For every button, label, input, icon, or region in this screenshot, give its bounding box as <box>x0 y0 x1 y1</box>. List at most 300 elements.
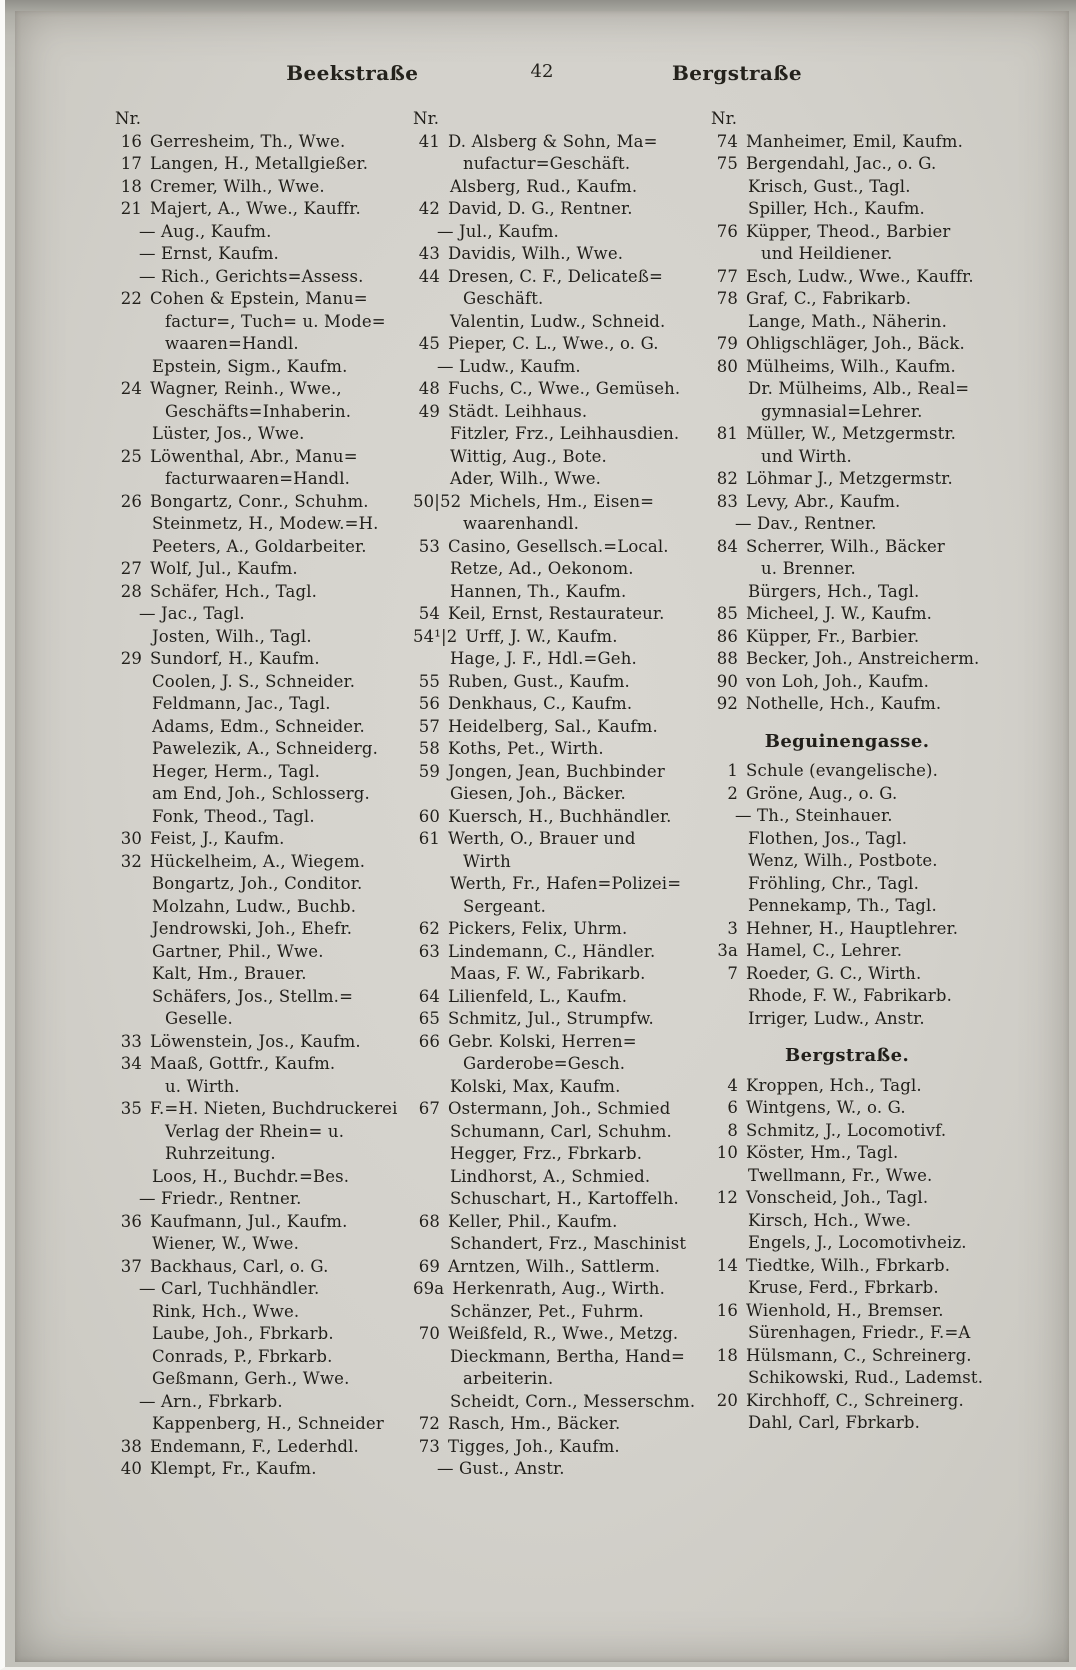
entry-text: Werth, O., Brauer und <box>448 829 636 848</box>
directory-entry <box>115 1053 395 1076</box>
directory-entry <box>413 761 693 784</box>
directory-entry <box>711 940 983 963</box>
house-number: 90 <box>716 671 738 691</box>
entry-text: Schmitz, J., Locomotivf. <box>746 1120 947 1140</box>
directory-column-2 <box>413 108 696 1481</box>
entry-text: Köster, Hm., Tagl. <box>746 1143 899 1162</box>
directory-line: — Ludw., Kaufm. <box>437 356 581 376</box>
entry-text: Denkhaus, C., Kaufm. <box>448 694 633 713</box>
directory-entry <box>413 626 693 649</box>
directory-line: Feldmann, Jac., Tagl. <box>152 694 331 713</box>
house-number: 86 <box>716 626 738 646</box>
entry-text: Schmitz, Jul., Strumpfw. <box>448 1009 654 1028</box>
directory-entry <box>711 153 983 176</box>
house-number: 37 <box>120 1256 142 1276</box>
directory-entry <box>413 603 693 626</box>
directory-entry <box>711 356 983 379</box>
directory-line: Lange, Math., Näherin. <box>748 311 947 331</box>
entry-text: Hückelheim, A., Wiegem. <box>150 851 366 871</box>
page-header <box>15 61 1069 91</box>
directory-entry <box>711 1255 983 1278</box>
directory-line: Sürenhagen, Friedr., F.=A <box>748 1323 971 1342</box>
house-number: 33 <box>120 1031 142 1051</box>
entry-text: Städt. Leihhaus. <box>448 401 588 421</box>
house-number: 69 <box>418 1256 440 1276</box>
directory-entry <box>413 1098 693 1121</box>
directory-line: Pawelezik, A., Schneiderg. <box>152 739 378 758</box>
directory-entry <box>413 1008 693 1031</box>
directory-line: Wiener, W., Wwe. <box>152 1234 299 1253</box>
directory-line: und Wirth. <box>761 446 852 466</box>
directory-line: facturwaaren=Handl. <box>165 469 351 488</box>
directory-entry <box>413 918 693 941</box>
directory-line: Flothen, Jos., Tagl. <box>748 828 908 848</box>
directory-entry <box>115 198 395 221</box>
directory-entry <box>413 378 693 401</box>
house-number: 4 <box>727 1075 738 1095</box>
house-number: 62 <box>418 919 440 938</box>
directory-line: Ruhrzeitung. <box>165 1144 276 1163</box>
entry-text: Lilienfeld, L., Kaufm. <box>448 986 628 1006</box>
house-number: 18 <box>120 176 142 196</box>
entry-text: Vonscheid, Joh., Tagl. <box>746 1188 929 1207</box>
directory-line: Kirsch, Hch., Wwe. <box>748 1210 912 1230</box>
directory-line: — Jul., Kaufm. <box>437 221 559 241</box>
entry-text: Küpper, Theod., Barbier <box>746 221 951 241</box>
house-number: 54 <box>418 604 440 623</box>
directory-entry <box>413 806 693 829</box>
directory-line: Loos, H., Buchdr.=Bes. <box>152 1166 350 1186</box>
entry-text: Heidelberg, Sal., Kaufm. <box>448 716 658 736</box>
directory-line: Molzahn, Ludw., Buchb. <box>152 896 357 916</box>
entry-text: Nothelle, Hch., Kaufm. <box>746 694 942 713</box>
directory-line: Josten, Wilh., Tagl. <box>152 626 312 646</box>
directory-line: Engels, J., Locomotivheiz. <box>748 1233 967 1252</box>
directory-line: factur=, Tuch= u. Mode= <box>165 311 386 331</box>
directory-line: Gartner, Phil., Wwe. <box>152 941 324 961</box>
directory-entry <box>413 671 693 694</box>
directory-entry <box>711 468 983 491</box>
directory-entry <box>413 716 693 739</box>
house-number: 60 <box>418 806 440 826</box>
entry-text: Roeder, G. C., Wirth. <box>746 963 922 983</box>
entry-text: David, D. G., Rentner. <box>448 199 633 218</box>
entry-text: Ohligschläger, Joh., Bäck. <box>746 334 965 353</box>
directory-entry <box>413 536 693 559</box>
directory-entry <box>711 491 983 514</box>
directory-line: Dr. Mülheims, Alb., Real= <box>748 379 970 398</box>
house-number: 63 <box>418 941 440 961</box>
number-column-label: Nr. <box>115 109 142 128</box>
entry-text: Gebr. Kolski, Herren= <box>448 1031 637 1051</box>
entry-text: Klempt, Fr., Kaufm. <box>150 1459 317 1478</box>
entry-text: Becker, Joh., Anstreicherm. <box>746 649 980 668</box>
house-number: 88 <box>716 649 738 668</box>
house-number: 49 <box>418 401 440 421</box>
entry-text: Lindemann, C., Händler. <box>448 941 656 961</box>
house-number: 35 <box>120 1099 142 1118</box>
directory-entry <box>115 648 395 671</box>
directory-entry <box>115 153 395 176</box>
entry-text: Urff, J. W., Kaufm. <box>465 626 618 646</box>
directory-line: Bongartz, Joh., Conditor. <box>152 874 363 893</box>
directory-entry <box>711 648 983 671</box>
directory-line: waaren=Handl. <box>165 334 299 353</box>
entry-text: Casino, Gesellsch.=Local. <box>448 536 669 556</box>
entry-text: Schäfer, Hch., Tagl. <box>150 581 318 601</box>
house-number: 16 <box>120 131 142 151</box>
house-number: 53 <box>418 536 440 556</box>
entry-text: Pickers, Felix, Uhrm. <box>448 919 628 938</box>
house-number: 8 <box>727 1120 738 1140</box>
directory-line: nufactur=Geschäft. <box>463 154 631 173</box>
directory-entry <box>413 986 693 1009</box>
entry-text: Mülheims, Wilh., Kaufm. <box>746 356 956 376</box>
directory-line: — Friedr., Rentner. <box>139 1189 302 1208</box>
house-number: 50|52 <box>413 491 462 511</box>
directory-line: — Arn., Fbrkarb. <box>139 1391 283 1411</box>
house-number: 61 <box>418 829 440 848</box>
directory-line: Coolen, J. S., Schneider. <box>152 671 356 691</box>
entry-text: Kirchhoff, C., Schreinerg. <box>746 1390 964 1410</box>
house-number: 14 <box>716 1255 738 1275</box>
directory-entry <box>413 693 693 716</box>
house-number: 3 <box>727 918 738 938</box>
directory-line: Werth, Fr., Hafen=Polizei= <box>450 874 682 893</box>
directory-entry <box>413 1278 693 1301</box>
entry-text: Feist, J., Kaufm. <box>150 829 285 848</box>
directory-entry <box>711 783 983 806</box>
directory-entry <box>711 1390 983 1413</box>
directory-line: Conrads, P., Fbrkarb. <box>152 1346 333 1366</box>
directory-entry <box>711 333 983 356</box>
directory-line: Alsberg, Rud., Kaufm. <box>450 176 638 196</box>
entry-text: Maaß, Gottfr., Kaufm. <box>150 1054 336 1073</box>
directory-line: u. Brenner. <box>761 559 856 578</box>
directory-line: Geselle. <box>165 1009 233 1028</box>
directory-line: Verlag der Rhein= u. <box>165 1121 345 1141</box>
directory-entry <box>711 1345 983 1368</box>
entry-text: Wintgens, W., o. G. <box>746 1098 906 1117</box>
directory-line: Kappenberg, H., Schneider <box>152 1414 384 1433</box>
house-number: 70 <box>418 1324 440 1343</box>
directory-column-3 <box>711 108 983 1481</box>
directory-line: Pennekamp, Th., Tagl. <box>748 896 937 915</box>
directory-line: Dahl, Carl, Fbrkarb. <box>748 1413 921 1432</box>
directory-line: — Ernst, Kaufm. <box>139 244 279 263</box>
entry-text: Levy, Abr., Kaufm. <box>746 491 901 511</box>
entry-text: Wagner, Reinh., Wwe., <box>150 379 342 398</box>
directory-line: Wenz, Wilh., Postbote. <box>748 851 938 870</box>
directory-entry <box>711 1097 983 1120</box>
entry-text: Cohen & Epstein, Manu= <box>150 289 368 308</box>
directory-entry <box>413 941 693 964</box>
house-number: 56 <box>418 694 440 713</box>
house-number: 67 <box>418 1099 440 1118</box>
entry-text: Dresen, C. F., Delicateß= <box>448 266 663 286</box>
directory-entry <box>413 1031 693 1054</box>
entry-text: Weißfeld, R., Wwe., Metzg. <box>448 1324 679 1343</box>
directory-entry <box>711 288 983 311</box>
directory-line: waarenhandl. <box>463 514 580 533</box>
house-number: 12 <box>716 1188 738 1207</box>
directory-entry <box>711 603 983 626</box>
directory-line: Retze, Ad., Oekonom. <box>450 559 634 578</box>
directory-entry <box>115 1031 395 1054</box>
entry-text: Langen, H., Metallgießer. <box>150 154 369 173</box>
directory-line: Twellmann, Fr., Wwe. <box>748 1165 933 1185</box>
entry-text: Schule (evangelische). <box>746 761 939 780</box>
directory-entry <box>711 536 983 559</box>
entry-text: Esch, Ludw., Wwe., Kauffr. <box>746 266 974 286</box>
house-number: 30 <box>120 829 142 848</box>
directory-entry <box>115 1436 395 1459</box>
directory-line: und Heildiener. <box>761 244 893 263</box>
house-number: 41 <box>418 131 440 151</box>
house-number: 36 <box>120 1211 142 1231</box>
directory-entry <box>711 1300 983 1323</box>
entry-text: Müller, W., Metzgermstr. <box>746 424 957 443</box>
directory-entry <box>413 1211 693 1234</box>
house-number: 72 <box>418 1414 440 1433</box>
directory-entry <box>115 1211 395 1234</box>
entry-text: Wienhold, H., Bremser. <box>746 1300 944 1320</box>
house-number: 29 <box>120 649 142 668</box>
directory-line: gymnasial=Lehrer. <box>761 401 923 421</box>
house-number: 74 <box>716 131 738 151</box>
number-column-label: Nr. <box>711 109 738 128</box>
house-number: 69a <box>413 1279 445 1298</box>
house-number: 21 <box>120 199 142 218</box>
directory-line: Kolski, Max, Kaufm. <box>450 1076 621 1096</box>
house-number: 79 <box>716 334 738 353</box>
header-right-street: Bergstraße <box>671 61 803 85</box>
directory-entry <box>711 1142 983 1165</box>
house-number: 42 <box>418 199 440 218</box>
entry-text: Arntzen, Wilh., Sattlerm. <box>448 1256 661 1276</box>
directory-entry <box>413 266 693 289</box>
entry-text: Löhmar J., Metzgermstr. <box>746 469 953 488</box>
house-number: 75 <box>716 154 738 173</box>
entry-text: Küpper, Fr., Barbier. <box>746 626 920 646</box>
directory-entry <box>115 828 395 851</box>
paper <box>15 11 1069 1662</box>
directory-line: Lüster, Jos., Wwe. <box>152 424 305 443</box>
directory-entry <box>115 558 395 581</box>
page-number: 42 <box>530 61 554 82</box>
house-number: 54¹|2 <box>413 626 458 646</box>
entry-text: D. Alsberg & Sohn, Ma= <box>448 131 658 151</box>
directory-entry <box>711 626 983 649</box>
house-number: 10 <box>716 1143 738 1162</box>
entry-text: Koths, Pet., Wirth. <box>448 739 604 758</box>
house-number: 66 <box>418 1031 440 1051</box>
house-number: 58 <box>418 739 440 758</box>
directory-line: Heger, Herm., Tagl. <box>152 761 320 781</box>
directory-entry <box>711 266 983 289</box>
directory-line: Laube, Joh., Fbrkarb. <box>152 1324 334 1343</box>
directory-entry <box>115 176 395 199</box>
entry-text: Manheimer, Emil, Kaufm. <box>746 131 963 151</box>
directory-line: Jendrowski, Joh., Ehefr. <box>152 919 353 938</box>
house-number: 45 <box>418 334 440 353</box>
entry-text: Bergendahl, Jac., o. G. <box>746 154 937 173</box>
directory-line: Peeters, A., Goldarbeiter. <box>152 536 367 556</box>
directory-line: Giesen, Joh., Bäcker. <box>450 784 626 803</box>
directory-line: Bürgers, Hch., Tagl. <box>748 581 920 601</box>
house-number: 24 <box>120 379 142 398</box>
directory-line: Krisch, Gust., Tagl. <box>748 176 911 196</box>
directory-line: — Th., Steinhauer. <box>735 806 893 825</box>
house-number: 27 <box>120 559 142 578</box>
directory-entry <box>115 131 395 154</box>
directory-line: — Aug., Kaufm. <box>139 221 272 241</box>
directory-line: Schikowski, Rud., Lademst. <box>748 1368 984 1387</box>
directory-entry <box>413 401 693 424</box>
house-number: 83 <box>716 491 738 511</box>
directory-line: Kalt, Hm., Brauer. <box>152 964 307 983</box>
entry-text: Bongartz, Conr., Schuhm. <box>150 491 369 511</box>
entry-text: Backhaus, Carl, o. G. <box>150 1256 329 1276</box>
directory-entry <box>115 1098 398 1121</box>
house-number: 25 <box>120 446 142 466</box>
entry-text: Gerresheim, Th., Wwe. <box>150 131 346 151</box>
directory-entry <box>711 963 983 986</box>
house-number: 80 <box>716 356 738 376</box>
entry-text: Endemann, F., Lederhdl. <box>150 1436 359 1456</box>
directory-line: Valentin, Ludw., Schneid. <box>450 311 666 331</box>
entry-text: Keller, Phil., Kaufm. <box>448 1211 618 1231</box>
entry-text: Kroppen, Hch., Tagl. <box>746 1075 922 1095</box>
directory-line: Adams, Edm., Schneider. <box>152 716 365 736</box>
house-number: 43 <box>418 244 440 263</box>
entry-text: F.=H. Nieten, Buchdruckerei <box>150 1099 398 1118</box>
house-number: 48 <box>418 379 440 398</box>
house-number: 64 <box>418 986 440 1006</box>
house-number: 55 <box>418 671 440 691</box>
entry-text: Graf, C., Fabrikarb. <box>746 289 912 308</box>
directory-line: Geschäft. <box>463 289 544 308</box>
house-number: 82 <box>716 469 738 488</box>
directory-entry <box>115 288 395 311</box>
entry-text: Herkenrath, Aug., Wirth. <box>452 1279 665 1298</box>
directory-entry <box>115 378 395 401</box>
entry-text: von Loh, Joh., Kaufm. <box>746 671 929 691</box>
house-number: 73 <box>418 1436 440 1456</box>
directory-column-1 <box>115 108 398 1481</box>
entry-text: Fuchs, C., Wwe., Gemüseh. <box>448 379 681 398</box>
directory-line: Schuschart, H., Kartoffelh. <box>450 1189 679 1208</box>
entry-text: Hamel, C., Lehrer. <box>746 941 903 960</box>
house-number: 85 <box>716 604 738 623</box>
entry-text: Tiedtke, Wilh., Fbrkarb. <box>746 1255 951 1275</box>
house-number: 81 <box>716 424 738 443</box>
directory-entry <box>413 333 693 356</box>
directory-line: Sergeant. <box>463 896 546 916</box>
entry-text: Kaufmann, Jul., Kaufm. <box>150 1211 348 1231</box>
directory-line: am End, Joh., Schlosserg. <box>152 784 370 803</box>
house-number: 44 <box>418 266 440 286</box>
directory-line: Irriger, Ludw., Anstr. <box>748 1008 925 1028</box>
house-number: 78 <box>716 289 738 308</box>
directory-entry <box>711 1075 983 1098</box>
directory-entry <box>711 1187 983 1210</box>
entry-text: Ruben, Gust., Kaufm. <box>448 671 630 691</box>
house-number: 7 <box>727 963 738 983</box>
entry-text: Micheel, J. W., Kaufm. <box>746 604 933 623</box>
directory-line: Wirth <box>463 851 511 871</box>
directory-entry <box>413 1323 693 1346</box>
directory-line: Hegger, Frz., Fbrkarb. <box>450 1144 643 1163</box>
directory-entry <box>711 131 983 154</box>
directory-line: Wittig, Aug., Bote. <box>450 446 607 466</box>
directory-entry <box>711 671 983 694</box>
directory-entry <box>413 198 693 221</box>
house-number: 1 <box>727 761 738 780</box>
house-number: 16 <box>716 1300 738 1320</box>
directory-line: Ader, Wilh., Wwe. <box>450 469 602 488</box>
directory-entry <box>711 760 983 783</box>
directory-line: Steinmetz, H., Modew.=H. <box>152 514 379 533</box>
entry-text: Scherrer, Wilh., Bäcker <box>746 536 945 556</box>
house-number: 17 <box>120 154 142 173</box>
directory-line: Garderobe=Gesch. <box>463 1054 626 1073</box>
directory-entry <box>413 1256 693 1279</box>
house-number: 22 <box>120 289 142 308</box>
directory-line: Rhode, F. W., Fabrikarb. <box>748 986 953 1005</box>
street-section-heading: Beguinengasse. <box>764 730 930 752</box>
directory-line: — Rich., Gerichts=Assess. <box>139 266 364 286</box>
directory-line: Schumann, Carl, Schuhm. <box>450 1121 672 1141</box>
directory-entry <box>115 581 395 604</box>
directory-line: Lindhorst, A., Schmied. <box>450 1166 651 1186</box>
directory-entry <box>711 1120 983 1143</box>
directory-line: Hage, J. F., Hdl.=Geh. <box>450 649 637 668</box>
entry-text: Hehner, H., Hauptlehrer. <box>746 918 959 938</box>
house-number: 20 <box>716 1390 738 1410</box>
entry-text: Cremer, Wilh., Wwe. <box>150 176 325 196</box>
directory-line: Fonk, Theod., Tagl. <box>152 806 315 826</box>
directory-line: Epstein, Sigm., Kaufm. <box>152 356 348 376</box>
directory-line: Dieckmann, Bertha, Hand= <box>450 1346 685 1366</box>
number-column-label: Nr. <box>413 109 440 128</box>
directory-line: Maas, F. W., Fabrikarb. <box>450 964 646 983</box>
directory-entry <box>115 1458 395 1481</box>
directory-columns <box>115 108 984 1481</box>
house-number: 38 <box>120 1436 142 1456</box>
directory-entry <box>115 446 395 469</box>
directory-line: — Jac., Tagl. <box>139 604 245 623</box>
directory-entry <box>413 1436 693 1459</box>
directory-line: u. Wirth. <box>165 1076 240 1096</box>
header-left-street: Beekstraße <box>286 61 419 85</box>
house-number: 32 <box>120 851 142 871</box>
house-number: 34 <box>120 1054 142 1073</box>
directory-line: Rink, Hch., Wwe. <box>152 1301 300 1321</box>
house-number: 65 <box>418 1009 440 1028</box>
directory-line: Kruse, Ferd., Fbrkarb. <box>748 1278 939 1297</box>
house-number: 18 <box>716 1345 738 1365</box>
entry-text: Hülsmann, C., Schreinerg. <box>746 1345 972 1365</box>
directory-line: Geßmann, Gerh., Wwe. <box>152 1369 350 1388</box>
directory-line: Hannen, Th., Kaufm. <box>450 581 627 601</box>
directory-entry <box>711 423 983 446</box>
house-number: 77 <box>716 266 738 286</box>
house-number: 57 <box>418 716 440 736</box>
entry-text: Ostermann, Joh., Schmied <box>448 1099 671 1118</box>
directory-entry <box>711 918 983 941</box>
directory-line: Schandert, Frz., Maschinist <box>450 1234 687 1253</box>
